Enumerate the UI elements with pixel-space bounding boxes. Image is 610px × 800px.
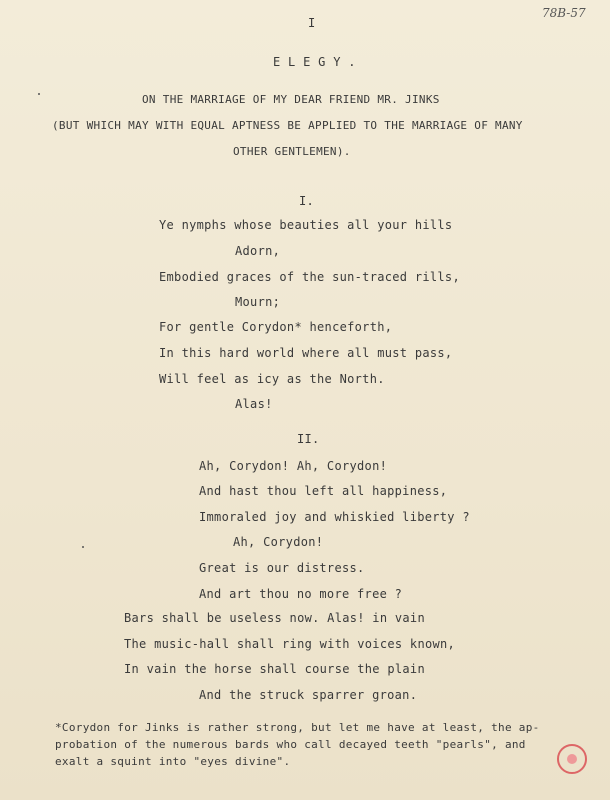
- page-number: I: [308, 16, 316, 30]
- stanza-1-line: Embodied graces of the sun-traced rills,: [159, 270, 460, 284]
- library-stamp: [557, 744, 587, 774]
- paper-speck: [38, 93, 40, 95]
- footnote-line-1: *Corydon for Jinks is rather strong, but let me have at least, the ap-: [55, 721, 540, 734]
- stanza-1-line: Will feel as icy as the North.: [159, 372, 385, 386]
- stanza-1-line: Alas!: [235, 397, 273, 411]
- poem-title: E L E G Y .: [273, 55, 356, 69]
- paper-speck: [82, 546, 84, 548]
- stanza-2-line: Ah, Corydon!: [233, 535, 324, 549]
- footnote-line-2: probation of the numerous bards who call decayed teeth "pearls", and: [55, 738, 526, 751]
- footnote-line-3: exalt a squint into "eyes divine".: [55, 755, 291, 768]
- stanza-1-line: In this hard world where all must pass,: [159, 346, 453, 360]
- stanza-2-line: Immoraled joy and whiskied liberty ?: [199, 510, 470, 524]
- stanza-2-numeral: II.: [297, 432, 320, 446]
- stanza-2-line: And hast thou left all happiness,: [199, 484, 448, 498]
- subtitle-line-3: OTHER GENTLEMEN).: [233, 145, 351, 158]
- stanza-1-numeral: I.: [299, 194, 315, 208]
- subtitle-line-1: ON THE MARRIAGE OF MY DEAR FRIEND MR. JINKS: [142, 93, 440, 106]
- stanza-2-line: Ah, Corydon! Ah, Corydon!: [199, 459, 388, 473]
- subtitle-line-2: (BUT WHICH MAY WITH EQUAL APTNESS BE APPLIED TO THE MARRIAGE OF MANY: [52, 119, 523, 132]
- stanza-2-line: Bars shall be useless now. Alas! in vain: [124, 611, 425, 625]
- stanza-2-line: The music-hall shall ring with voices known,: [124, 637, 456, 651]
- stanza-1-line: Ye nymphs whose beauties all your hills: [159, 218, 453, 232]
- stanza-1-line: Adorn,: [235, 244, 281, 258]
- stanza-2-line: And the struck sparrer groan.: [199, 688, 418, 702]
- stanza-2-line: Great is our distress.: [199, 561, 365, 575]
- stanza-2-line: And art thou no more free ?: [199, 587, 403, 601]
- archive-reference: 78B-57: [542, 6, 586, 20]
- stanza-1-line: For gentle Corydon* henceforth,: [159, 320, 393, 334]
- stanza-2-line: In vain the horse shall course the plain: [124, 662, 425, 676]
- stanza-1-line: Mourn;: [235, 295, 281, 309]
